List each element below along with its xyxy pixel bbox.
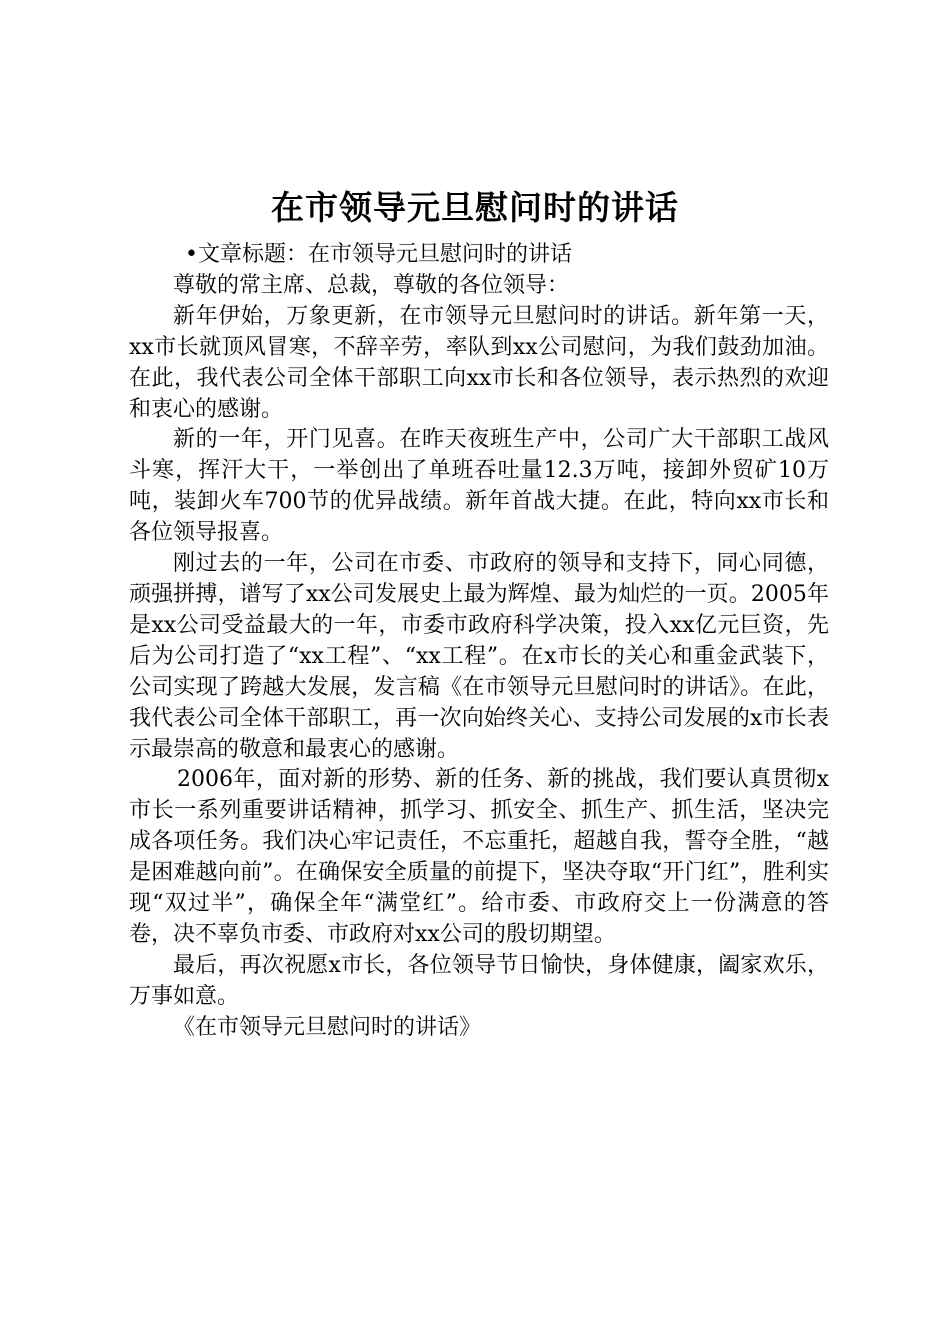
document-body [129, 240, 829, 1044]
document-title: 在市领导元旦慰问时的讲话 [271, 188, 679, 227]
article-title-line: •文章标题：在市领导元旦慰问时的讲话 [185, 242, 572, 267]
salutation: 尊敬的常主席、总裁，尊敬的各位领导： [173, 272, 570, 298]
paragraph: 新年伊始，万象更新，在市领导元旦慰问时的讲话。新年第一天，xx市长就顶风冒寒，不辞辛劳，率队到xx公司慰问，为我们鼓劲加油。在此，我代表公司全体干部职工向xx市长和各位领导，表示热烈的欢迎和衷心的感谢。 [129, 303, 829, 422]
paragraph: 新的一年，开门见喜。在昨天夜班生产中，公司广大干部职工战风斗寒，挥汗大干，一举创出了单班吞吐量12.3万吨，接卸外贸矿10万吨，装卸火车700节的优异战绩。新年首战大捷。在此，特向xx市长和各位领导报喜。 [129, 427, 829, 546]
paragraph: 刚过去的一年，公司在市委、市政府的领导和支持下，同心同德，顽强拼搏，谱写了xx公司发展史上最为辉煌、最为灿烂的一页。2005年是xx公司受益最大的一年，市委市政府科学决策，投入xx亿元巨资，先后为公司打造了“xx工程”、“xx工程”。在x市长的关心和重金武装下，公司实现了跨越大发展，发言稿《在市领导元旦慰问时的讲话》。在此，我代表公司全体干部职工，再一次向始终关心、支持公司发展的x市长表示最崇高的敬意和最衷心的感谢。 [129, 551, 829, 762]
paragraph: 2006年，面对新的形势、新的任务、新的挑战，我们要认真贯彻x市长一系列重要讲话精神，抓学习、抓安全、抓生产、抓生活，坚决完成各项任务。我们决心牢记责任，不忘重托，超越自我，誓夺全胜，“越是困难越向前”。在确保安全质量的前提下，坚决夺取“开门红”，胜利实现“双过半”，确保全年“满堂红”。给市委、市政府交上一份满意的答卷，决不辜负市委、市政府对xx公司的殷切期望。 [129, 767, 829, 947]
closing-line: 《在市领导元旦慰问时的讲话》 [173, 1014, 482, 1040]
paragraph: 最后，再次祝愿x市长，各位领导节日愉快，身体健康，阖家欢乐，万事如意。 [129, 952, 829, 1009]
